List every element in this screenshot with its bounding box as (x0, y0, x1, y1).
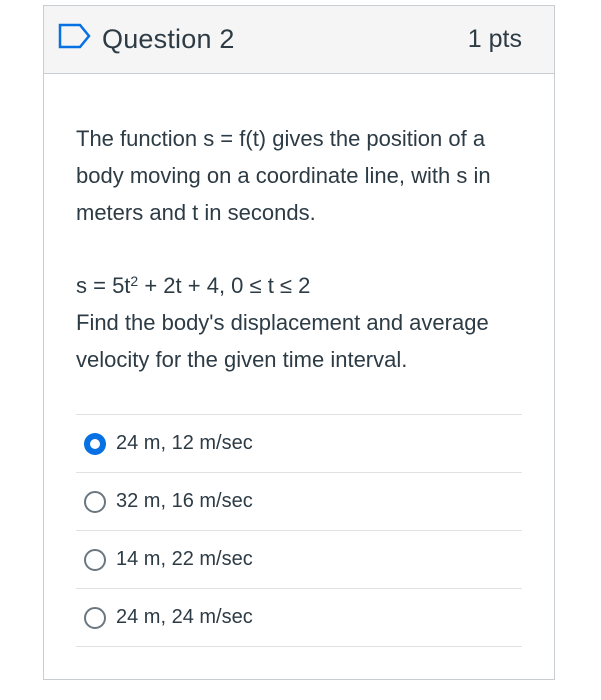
answer-label: 24 m, 24 m/sec (116, 606, 253, 628)
question-header (44, 6, 554, 74)
answer-option-1[interactable] (76, 415, 522, 473)
question-header-left (58, 24, 235, 55)
question-title: Question 2 (102, 24, 235, 54)
answer-option-4[interactable] (76, 589, 522, 647)
question-text: The function s = f(t) gives the position of a body moving on a coordinate line, with s in meters and t in seconds. (76, 126, 491, 225)
answer-label: 32 m, 16 m/sec (116, 490, 253, 512)
equation-suffix: + 2t + 4, 0 ≤ t ≤ 2 (138, 273, 311, 298)
question-prompt: Find the body's displacement and average velocity for the given time interval. (76, 310, 489, 372)
question-body (44, 74, 554, 647)
equation-prefix: s = 5t (76, 273, 131, 298)
equation-exponent: 2 (130, 273, 139, 289)
question-card (43, 5, 555, 680)
radio-unselected-icon[interactable] (84, 549, 106, 571)
radio-unselected-icon[interactable] (84, 607, 106, 629)
answer-list (76, 414, 522, 647)
answer-label: 24 m, 12 m/sec (116, 432, 253, 454)
answer-option-3[interactable] (76, 531, 522, 589)
question-points: 1 pts (467, 25, 522, 53)
question-equation (76, 267, 522, 304)
radio-unselected-icon[interactable] (84, 491, 106, 513)
answer-option-2[interactable] (76, 473, 522, 531)
answer-label: 14 m, 22 m/sec (116, 548, 253, 570)
bookmark-flag-icon[interactable] (58, 23, 92, 49)
radio-selected-icon[interactable] (84, 433, 106, 455)
